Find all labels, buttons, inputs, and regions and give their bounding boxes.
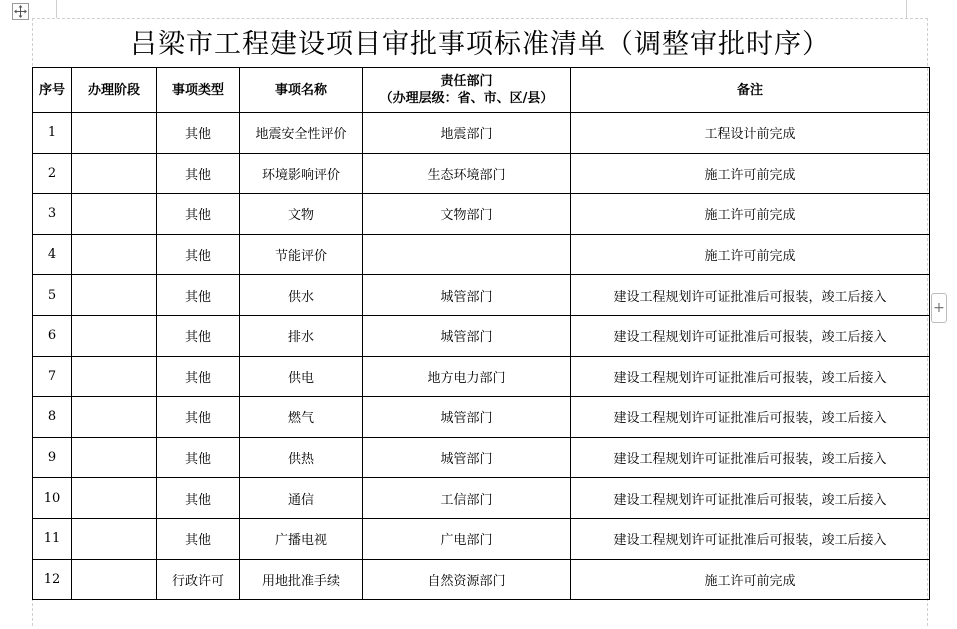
cell-remark[interactable]: 施工许可前完成 <box>571 559 930 600</box>
cell-type[interactable]: 其他 <box>157 194 240 235</box>
cell-name[interactable]: 节能评价 <box>240 234 363 275</box>
cell-type[interactable]: 其他 <box>157 437 240 478</box>
table-row <box>33 559 930 600</box>
header-type: 事项类型 <box>157 68 240 113</box>
table-body <box>33 113 930 600</box>
header-dept-line2: （办理层级：省、市、区/县） <box>379 91 554 106</box>
cell-remark[interactable]: 施工许可前完成 <box>571 234 930 275</box>
cell-stage[interactable] <box>72 315 157 356</box>
cell-dept[interactable]: 城管部门 <box>363 397 571 438</box>
header-name: 事项名称 <box>240 68 363 113</box>
cell-remark[interactable]: 建设工程规划许可证批准后可报装，竣工后接入 <box>571 437 930 478</box>
cell-no[interactable]: 10 <box>33 478 72 519</box>
cell-no[interactable]: 4 <box>33 234 72 275</box>
cell-remark[interactable]: 建设工程规划许可证批准后可报装，竣工后接入 <box>571 315 930 356</box>
cell-no[interactable]: 1 <box>33 113 72 154</box>
cell-remark[interactable]: 建设工程规划许可证批准后可报装，竣工后接入 <box>571 478 930 519</box>
cell-no[interactable]: 8 <box>33 397 72 438</box>
cell-dept[interactable]: 城管部门 <box>363 275 571 316</box>
cell-stage[interactable] <box>72 113 157 154</box>
cell-dept[interactable]: 城管部门 <box>363 315 571 356</box>
cell-no[interactable]: 5 <box>33 275 72 316</box>
cell-dept[interactable]: 广电部门 <box>363 518 571 559</box>
cell-stage[interactable] <box>72 397 157 438</box>
cell-no[interactable]: 7 <box>33 356 72 397</box>
cell-stage[interactable] <box>72 518 157 559</box>
add-column-button[interactable]: + <box>931 293 947 323</box>
cell-no[interactable]: 12 <box>33 559 72 600</box>
cell-dept[interactable]: 城管部门 <box>363 437 571 478</box>
cell-dept[interactable] <box>363 234 571 275</box>
table-row <box>33 153 930 194</box>
cell-stage[interactable] <box>72 275 157 316</box>
table-row <box>33 194 930 235</box>
header-no: 序号 <box>33 68 72 113</box>
cell-type[interactable]: 其他 <box>157 478 240 519</box>
header-dept <box>363 68 571 113</box>
header-remark: 备注 <box>571 68 930 113</box>
cell-name[interactable]: 供电 <box>240 356 363 397</box>
table-row <box>33 397 930 438</box>
cell-name[interactable]: 用地批准手续 <box>240 559 363 600</box>
cell-name[interactable]: 排水 <box>240 315 363 356</box>
cell-type[interactable]: 其他 <box>157 397 240 438</box>
document-title: 吕梁市工程建设项目审批事项标准清单（调整审批时序） <box>130 29 830 60</box>
cell-stage[interactable] <box>72 559 157 600</box>
approval-table <box>32 67 930 600</box>
cell-type[interactable]: 其他 <box>157 113 240 154</box>
header-stage: 办理阶段 <box>72 68 157 113</box>
cell-stage[interactable] <box>72 437 157 478</box>
page-corner-mark-left <box>56 0 58 18</box>
cell-stage[interactable] <box>72 194 157 235</box>
page-corner-mark-right <box>906 0 908 18</box>
cell-dept[interactable]: 工信部门 <box>363 478 571 519</box>
table-row <box>33 356 930 397</box>
cell-stage[interactable] <box>72 153 157 194</box>
cell-dept[interactable]: 自然资源部门 <box>363 559 571 600</box>
cell-name[interactable]: 燃气 <box>240 397 363 438</box>
cell-name[interactable]: 供水 <box>240 275 363 316</box>
cell-type[interactable]: 其他 <box>157 275 240 316</box>
cell-name[interactable]: 文物 <box>240 194 363 235</box>
table-row <box>33 315 930 356</box>
cell-dept[interactable]: 地震部门 <box>363 113 571 154</box>
cell-dept[interactable]: 文物部门 <box>363 194 571 235</box>
cell-type[interactable]: 其他 <box>157 315 240 356</box>
cell-remark[interactable]: 建设工程规划许可证批准后可报装，竣工后接入 <box>571 397 930 438</box>
cell-dept[interactable]: 生态环境部门 <box>363 153 571 194</box>
table-row <box>33 478 930 519</box>
cell-name[interactable]: 地震安全性评价 <box>240 113 363 154</box>
cell-type[interactable]: 其他 <box>157 153 240 194</box>
cell-name[interactable]: 供热 <box>240 437 363 478</box>
table-row <box>33 275 930 316</box>
cell-remark[interactable]: 施工许可前完成 <box>571 194 930 235</box>
table-row <box>33 113 930 154</box>
cell-type[interactable]: 其他 <box>157 234 240 275</box>
cell-remark[interactable]: 建设工程规划许可证批准后可报装，竣工后接入 <box>571 275 930 316</box>
cell-name[interactable]: 环境影响评价 <box>240 153 363 194</box>
table-row <box>33 437 930 478</box>
table-header-row <box>33 68 930 113</box>
cell-no[interactable]: 2 <box>33 153 72 194</box>
header-dept-line1: 责任部门 <box>440 74 493 89</box>
cell-remark[interactable]: 建设工程规划许可证批准后可报装，竣工后接入 <box>571 356 930 397</box>
cell-name[interactable]: 广播电视 <box>240 518 363 559</box>
cell-no[interactable]: 9 <box>33 437 72 478</box>
cell-type[interactable]: 其他 <box>157 356 240 397</box>
cell-type[interactable]: 行政许可 <box>157 559 240 600</box>
cell-type[interactable]: 其他 <box>157 518 240 559</box>
cell-stage[interactable] <box>72 234 157 275</box>
cell-stage[interactable] <box>72 478 157 519</box>
cell-no[interactable]: 11 <box>33 518 72 559</box>
table-move-handle[interactable] <box>12 3 29 20</box>
cell-remark[interactable]: 施工许可前完成 <box>571 153 930 194</box>
cell-name[interactable]: 通信 <box>240 478 363 519</box>
cell-no[interactable]: 3 <box>33 194 72 235</box>
cell-dept[interactable]: 地方电力部门 <box>363 356 571 397</box>
move-arrows-icon <box>13 4 28 19</box>
table-row <box>33 518 930 559</box>
table-row <box>33 234 930 275</box>
cell-no[interactable]: 6 <box>33 315 72 356</box>
cell-stage[interactable] <box>72 356 157 397</box>
cell-remark[interactable]: 建设工程规划许可证批准后可报装，竣工后接入 <box>571 518 930 559</box>
cell-remark[interactable]: 工程设计前完成 <box>571 113 930 154</box>
